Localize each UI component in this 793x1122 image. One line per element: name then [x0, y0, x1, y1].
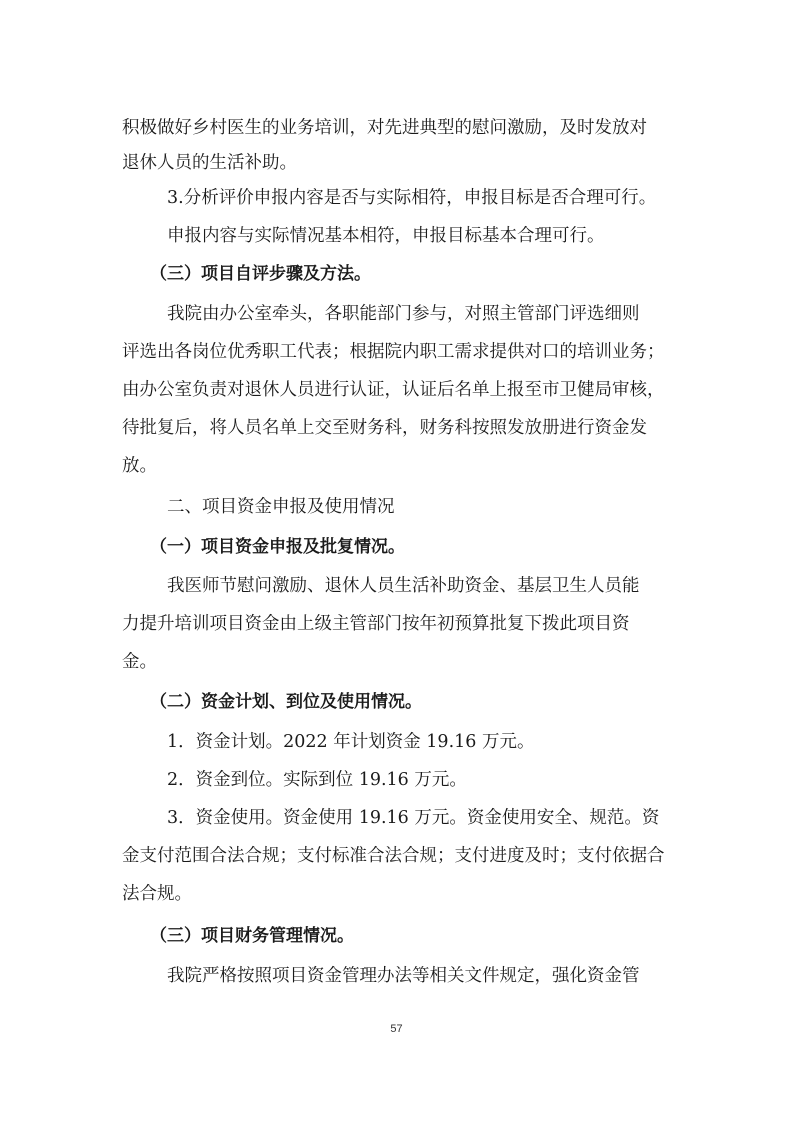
body-line	[0, 411, 793, 445]
line-text: 力提升培训项目资金由上级主管部门按年初预算批复下拨此项目资	[122, 614, 630, 634]
heading-text: （三）项目自评步骤及方法。	[150, 264, 371, 284]
body-line	[0, 801, 793, 835]
line-text: 3.分析评价申报内容是否与实际相符，申报目标是否合理可行。	[167, 188, 657, 208]
body-line	[0, 877, 793, 911]
body-line	[0, 569, 793, 603]
body-line	[0, 219, 793, 253]
page-number: 57	[390, 1023, 403, 1035]
body-line	[0, 763, 793, 797]
body-line	[0, 181, 793, 215]
line-text: 申报内容与实际情况基本相符，申报目标基本合理可行。	[167, 226, 605, 246]
body-line	[0, 297, 793, 331]
body-line	[0, 959, 793, 993]
line-text: 我医师节慰问激励、退休人员生活补助资金、基层卫生人员能	[167, 576, 640, 596]
section-heading	[0, 919, 793, 953]
line-text: 退休人员的生活补助。	[122, 153, 297, 173]
body-line	[0, 111, 793, 145]
line-text: 待批复后，将人员名单上交至财务科，财务科按照发放册进行资金发	[122, 418, 647, 438]
line-text: 1．资金计划。2022 年计划资金 19.16 万元。	[167, 732, 535, 752]
line-text: 我院由办公室牵头，各职能部门参与，对照主管部门评选细则	[167, 304, 640, 324]
body-line	[0, 839, 793, 873]
line-text: 由办公室负责对退休人员进行认证，认证后名单上报至市卫健局审核，	[122, 380, 665, 400]
body-line	[0, 449, 793, 483]
heading-text: （三）项目财务管理情况。	[150, 926, 354, 946]
body-line	[0, 146, 793, 180]
line-text: 3．资金使用。资金使用 19.16 万元。资金使用安全、规范。资	[167, 808, 660, 828]
line-text: 放。	[122, 456, 157, 476]
heading-text: （二）资金计划、到位及使用情况。	[150, 692, 422, 712]
body-line	[0, 373, 793, 407]
body-line	[0, 645, 793, 679]
line-text: 2．资金到位。实际到位 19.16 万元。	[167, 770, 467, 790]
line-text: 法合规。	[122, 884, 192, 904]
chapter-heading	[0, 490, 793, 524]
section-heading	[0, 257, 793, 291]
line-text: 金支付范围合法合规；支付标准合法合规；支付进度及时；支付依据合	[122, 846, 665, 866]
line-text: 金。	[122, 652, 157, 672]
section-heading	[0, 530, 793, 564]
body-line	[0, 607, 793, 641]
heading-text: 二、项目资金申报及使用情况	[167, 497, 395, 517]
body-line	[0, 725, 793, 759]
section-heading	[0, 685, 793, 719]
line-text: 我院严格按照项目资金管理办法等相关文件规定，强化资金管	[167, 966, 640, 986]
body-line	[0, 335, 793, 369]
heading-text: （一）项目资金申报及批复情况。	[150, 537, 405, 557]
line-text: 评选出各岗位优秀职工代表；根据院内职工需求提供对口的培训业务；	[122, 342, 665, 362]
line-text: 积极做好乡村医生的业务培训，对先进典型的慰问激励，及时发放对	[122, 118, 647, 138]
